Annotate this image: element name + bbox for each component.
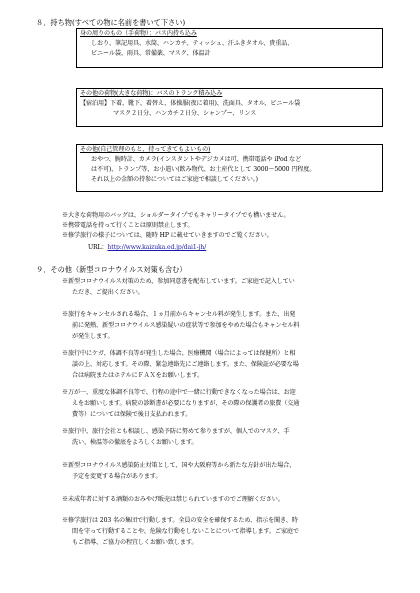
optional-items-line: は不可)、トランプ等、お小遣い(飲み物代、お土産代として 3000～5000 円程度。 bbox=[91, 166, 316, 173]
note-paragraph-line: 予定を変更する場合があります。 bbox=[72, 473, 162, 480]
optional-items-line: おやつ、腕時計、カメラ(インスタントやデジカメは可、携帯電話や iPod など bbox=[91, 156, 302, 163]
homepage-link[interactable]: http://www.kaizuka.ed.jp/dai1-jh/ bbox=[107, 244, 207, 251]
luggage-items-line: マスク２日分、ハンカチ２日分、シャンプー、リンス bbox=[113, 110, 257, 117]
url-label: URL： bbox=[88, 244, 108, 251]
luggage-items-title: その他の荷物(大きな荷物)：バスのトランク積み込み bbox=[80, 90, 223, 97]
note-paragraph-line: えをお願いします。病院の診断書が必要になりますが、その際の保護者の旅費（交通 bbox=[72, 400, 300, 407]
luggage-items-line: 【宿泊用】下着、靴下、着替え、体操服(夜に着用)、洗面具、タオル、ビニール袋 bbox=[80, 100, 301, 107]
note-paragraph-line: ※新型コロナウイルス対策のため、参加同意書を配布しています。ご家庭で記入してい bbox=[62, 278, 295, 285]
note-phone: ※携帯電話を持って行くことは原則禁止します。 bbox=[62, 222, 194, 229]
note-paragraph-line: 談の上、対応します。その際、緊急連絡先にご連絡します。また、保険証が必要な場 bbox=[72, 361, 299, 368]
note-paragraph-line: ※旅行をキャンセルされる場合、１ヵ月前からキャンセル料が発生します。また、出発 bbox=[62, 311, 296, 318]
url-line bbox=[88, 244, 206, 252]
optional-items-line: それ以上の金額の持参についてはご家庭で相談してください。) bbox=[91, 176, 258, 183]
section-9-heading: ９．その他（新型コロナウイルス対策も含む） bbox=[36, 265, 187, 274]
note-paragraph-line: ※旅行中、旅行会社とも相談し、感染予防に努めて参りますが、個人でのマスク、手 bbox=[62, 428, 290, 435]
note-paragraph-line: もご指導、ご協力の程宜しくお願い致します。 bbox=[72, 539, 198, 546]
note-paragraph-line: ※未成年者に対する酒類のおみやげ販売は禁じられていますのでご理解ください。 bbox=[62, 496, 284, 503]
note-paragraph-line: が発生します。 bbox=[72, 333, 114, 340]
carry-on-items-box bbox=[76, 28, 383, 68]
note-paragraph-line: ※修学旅行は 203 名の集団で行動します。全員の安全を確保するため、指示を聞き、時 bbox=[62, 517, 298, 524]
note-paragraph-line: 間を守って行動することや、危険な行動をしないことについて指導します。ご家庭で bbox=[72, 528, 300, 535]
carry-on-items-line: ビニール袋、雨具、常備薬、マスク、体温計 bbox=[91, 50, 211, 57]
optional-items-title: その他(自己管理のもと、持ってきてもよいもの) bbox=[80, 146, 211, 153]
luggage-items-box bbox=[76, 88, 383, 127]
section-8-heading: ８．持ち物(すべての物に名前を書いて下さい) bbox=[36, 18, 186, 27]
note-paragraph-line: ※万が一、重度な体調不良等で、行程の途中で一緒に行動できなくなった場合は、お迎 bbox=[62, 389, 296, 396]
note-paragraph-line: ただき、ご提出ください。 bbox=[72, 289, 144, 296]
note-paragraph-line: 合は病院またはホテルにＦＡＸをお願いします。 bbox=[72, 372, 204, 379]
carry-on-items-title: 身の周りのもの（手荷物）：バス内持ち込み bbox=[80, 30, 197, 37]
note-bag: ※大きな荷物用のバッグは、ショルダータイプでもキャリータイプでも構いません。 bbox=[62, 212, 290, 219]
note-paragraph-line: ※旅行中にケガ、体調不良等が発生した場合、医療機関（場合によっては保健所）と相 bbox=[62, 350, 296, 357]
optional-items-box bbox=[76, 144, 383, 192]
carry-on-items-line: しおり、筆記用具、水筒、ハンカチ、ティッシュ、汗ふきタオル、貴重品、 bbox=[91, 40, 294, 47]
note-paragraph-line: 前に発熱、新型コロナウイルス感染疑いの症状等で参加をやめた場合もキャンセル料 bbox=[72, 322, 300, 329]
note-homepage: ※修学旅行の様子については、随時 HP に載せていきますのでご覧ください。 bbox=[62, 232, 273, 239]
note-paragraph-line: ※新型コロナウイルス感染防止対策として、国や大阪府等から新たな方針が出た場合、 bbox=[62, 462, 296, 469]
note-paragraph-line: 洗い、検温等の徹底をよろしくお願いします。 bbox=[72, 439, 198, 446]
note-paragraph-line: 費等）については保険で後日支払われます。 bbox=[72, 411, 192, 418]
